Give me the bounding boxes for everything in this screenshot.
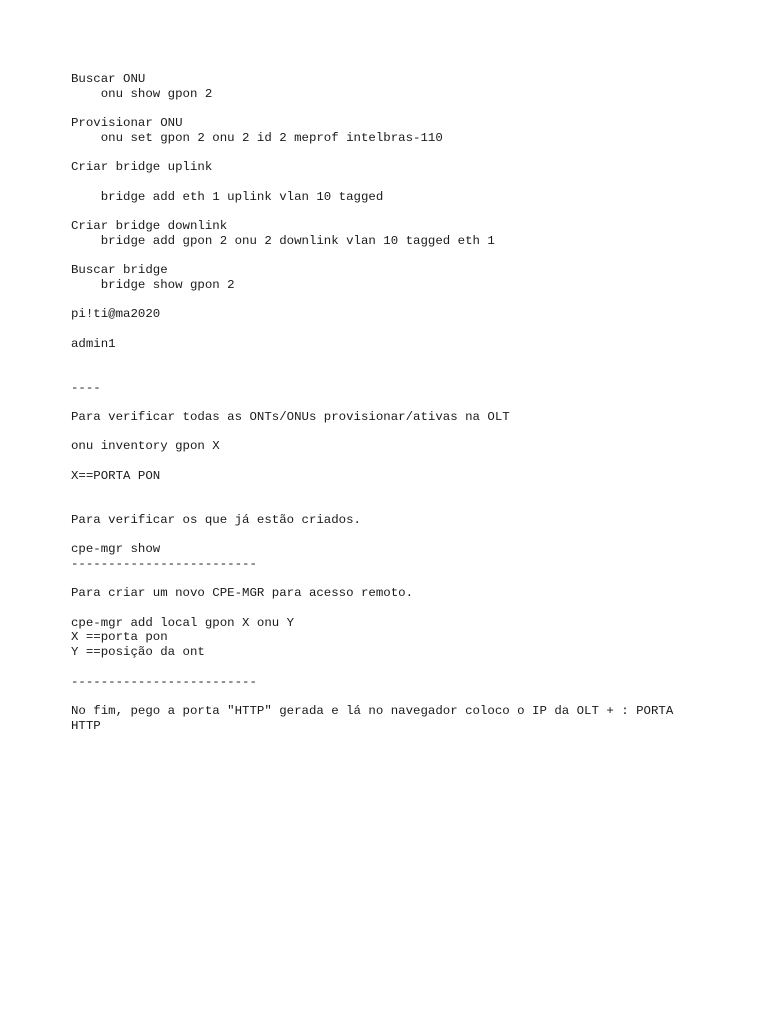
text-line: onu set gpon 2 onu 2 id 2 meprof intelbras-110 [71,130,443,145]
text-line: X==PORTA PON [71,468,161,483]
separator-line: ------------------------- [71,556,257,571]
blank-line [71,204,701,219]
text-line: cpe-mgr add local gpon X onu Y [71,615,295,630]
blank-line [71,101,701,116]
text-line: Criar bridge downlink [71,218,228,233]
text-line: Buscar bridge [71,263,168,278]
blank-line [71,248,701,263]
text-line: bridge add gpon 2 onu 2 downlink vlan 10 tagged eth 1 [71,233,495,248]
blank-line [71,366,701,381]
blank-line [71,146,701,161]
text-line: Criar bridge uplink [71,160,213,175]
blank-line [71,484,701,499]
text-line: Para verificar os que já estão criados. [71,512,361,527]
text-line: Y ==posição da ont [71,645,205,660]
blank-line [71,498,701,513]
blank-line [71,322,701,337]
text-line: bridge add eth 1 uplink vlan 10 tagged [71,189,384,204]
document-text [71,72,701,733]
text-line: onu show gpon 2 [71,86,213,101]
blank-line [71,351,701,366]
blank-line [71,528,701,543]
blank-line [71,601,701,616]
blank-line [71,292,701,307]
blank-line [71,572,701,587]
text-line: cpe-mgr show [71,542,161,557]
text-line: Buscar ONU [71,72,146,86]
blank-line [71,454,701,469]
blank-line [71,425,701,440]
blank-line [71,689,701,704]
text-line: Para verificar todas as ONTs/ONUs provisionar/ativas na OLT [71,410,510,425]
text-line: pi!ti@ma2020 [71,307,161,322]
text-line: bridge show gpon 2 [71,277,235,292]
text-line: Para criar um novo CPE-MGR para acesso remoto. [71,586,414,601]
blank-line [71,175,701,190]
text-line: Provisionar ONU [71,116,183,131]
text-line: X ==porta pon [71,630,168,645]
separator-line: ---- [71,380,101,395]
text-line: HTTP [71,718,101,733]
blank-line [71,395,701,410]
text-line: No fim, pego a porta "HTTP" gerada e lá no navegador coloco o IP da OLT + : PORTA [71,703,674,718]
text-line: admin1 [71,336,116,351]
blank-line [71,660,701,675]
separator-line: ------------------------- [71,674,257,689]
text-line: onu inventory gpon X [71,439,220,454]
